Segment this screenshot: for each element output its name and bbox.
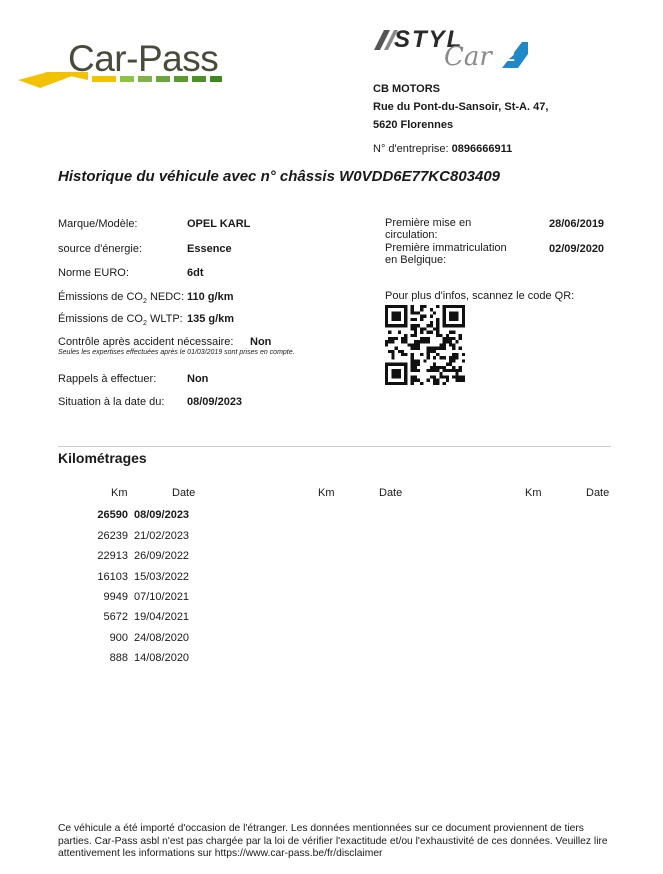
mileage-row: 16103 15/03/2022 — [97, 571, 190, 583]
make-label: Marque/Modèle: — [58, 218, 138, 230]
disclaimer-footer: Ce véhicule a été importé d'occasion de l'étranger. Les données mentionnées sur ce document proviennent de tiers parties. Car-Pass asbl n'est pas chargée par la loi de vérifier l'exactitude et/ou l'exhaustivité de ces données. Veuillez lire attentivement les informations sur https://www.car-pass.be/fr/disclaimer — [58, 823, 608, 859]
mileage-row: 888 14/08/2020 — [109, 652, 190, 664]
accident-note: Seules les expertises effectuées après le 01/03/2019 sont prises en compte. — [58, 349, 295, 356]
mileage-row: 5672 19/04/2021 — [103, 611, 190, 623]
badge-2: 2 — [506, 48, 515, 65]
energy-label: source d'énergie: — [58, 243, 143, 255]
vat-value: 0896666911 — [451, 143, 513, 155]
col-km-1: Km — [111, 487, 128, 499]
accident-label: Contrôle après accident nécessaire: — [58, 336, 234, 348]
mileage-row: 26239 21/02/2023 — [97, 530, 190, 542]
col-date-2: Date — [379, 487, 403, 499]
dealer-vat — [373, 143, 512, 155]
qr-code[interactable] — [385, 305, 465, 385]
section-divider — [58, 446, 611, 447]
qr-code-icon — [385, 305, 465, 385]
col-km-3: Km — [525, 487, 542, 499]
mileage-row: 22913 26/09/2022 — [97, 550, 190, 562]
dealer-city: 5620 Florennes — [373, 119, 454, 131]
dealer-logo — [372, 24, 528, 74]
car-pass-logo — [18, 36, 228, 92]
situation-label: Situation à la date du: — [58, 396, 165, 408]
styl-text: STYL — [394, 26, 464, 53]
energy-value: Essence — [187, 243, 232, 255]
first-reg-value: 28/06/2019 — [549, 218, 605, 230]
col-km-2: Km — [318, 487, 335, 499]
nedc-label: Émissions de $CO_2$ NEDC: — [58, 291, 185, 306]
make-value: OPEL KARL — [187, 218, 251, 230]
document-title: Historique du véhicule avec n° châssis W0VDD6E77KC803409 — [58, 168, 501, 185]
wltp-label: Émissions de $CO_2$ WLTP: — [58, 313, 183, 328]
qr-label: Pour plus d'infos, scannez le code QR: — [385, 290, 575, 302]
accident-value: Non — [250, 336, 272, 348]
mileage-title: Kilométrages — [58, 450, 147, 466]
dealer-name: CB MOTORS — [373, 83, 441, 95]
vat-label: N° d'entreprise: — [373, 143, 449, 155]
euro-value: 6dt — [187, 267, 204, 279]
dealer-street: Rue du Pont-du-Sansoir, St-A. 47, — [373, 101, 549, 113]
be-reg-label: Première immatriculation en Belgique: — [385, 242, 507, 266]
recall-label: Rappels à effectuer: — [58, 373, 157, 385]
recall-value: Non — [187, 373, 209, 385]
car-pass-wordmark: Car-Pass — [68, 38, 219, 79]
wltp-value: 135 g/km — [187, 313, 235, 325]
car-text: Car — [444, 42, 492, 72]
euro-label: Norme EURO: — [58, 267, 129, 279]
col-date-3: Date — [586, 487, 610, 499]
col-date-1: Date — [172, 487, 196, 499]
situation-value: 08/09/2023 — [187, 396, 243, 408]
dealer-address — [373, 80, 548, 134]
mileage-row: 26590 08/09/2023 — [97, 509, 190, 521]
be-reg-value: 02/09/2020 — [549, 243, 605, 255]
mileage-row: 9949 07/10/2021 — [103, 591, 190, 603]
nedc-value: 110 g/km — [187, 291, 234, 303]
first-reg-label: Première mise en circulation: — [385, 217, 472, 241]
mileage-row: 900 24/08/2020 — [109, 632, 190, 644]
